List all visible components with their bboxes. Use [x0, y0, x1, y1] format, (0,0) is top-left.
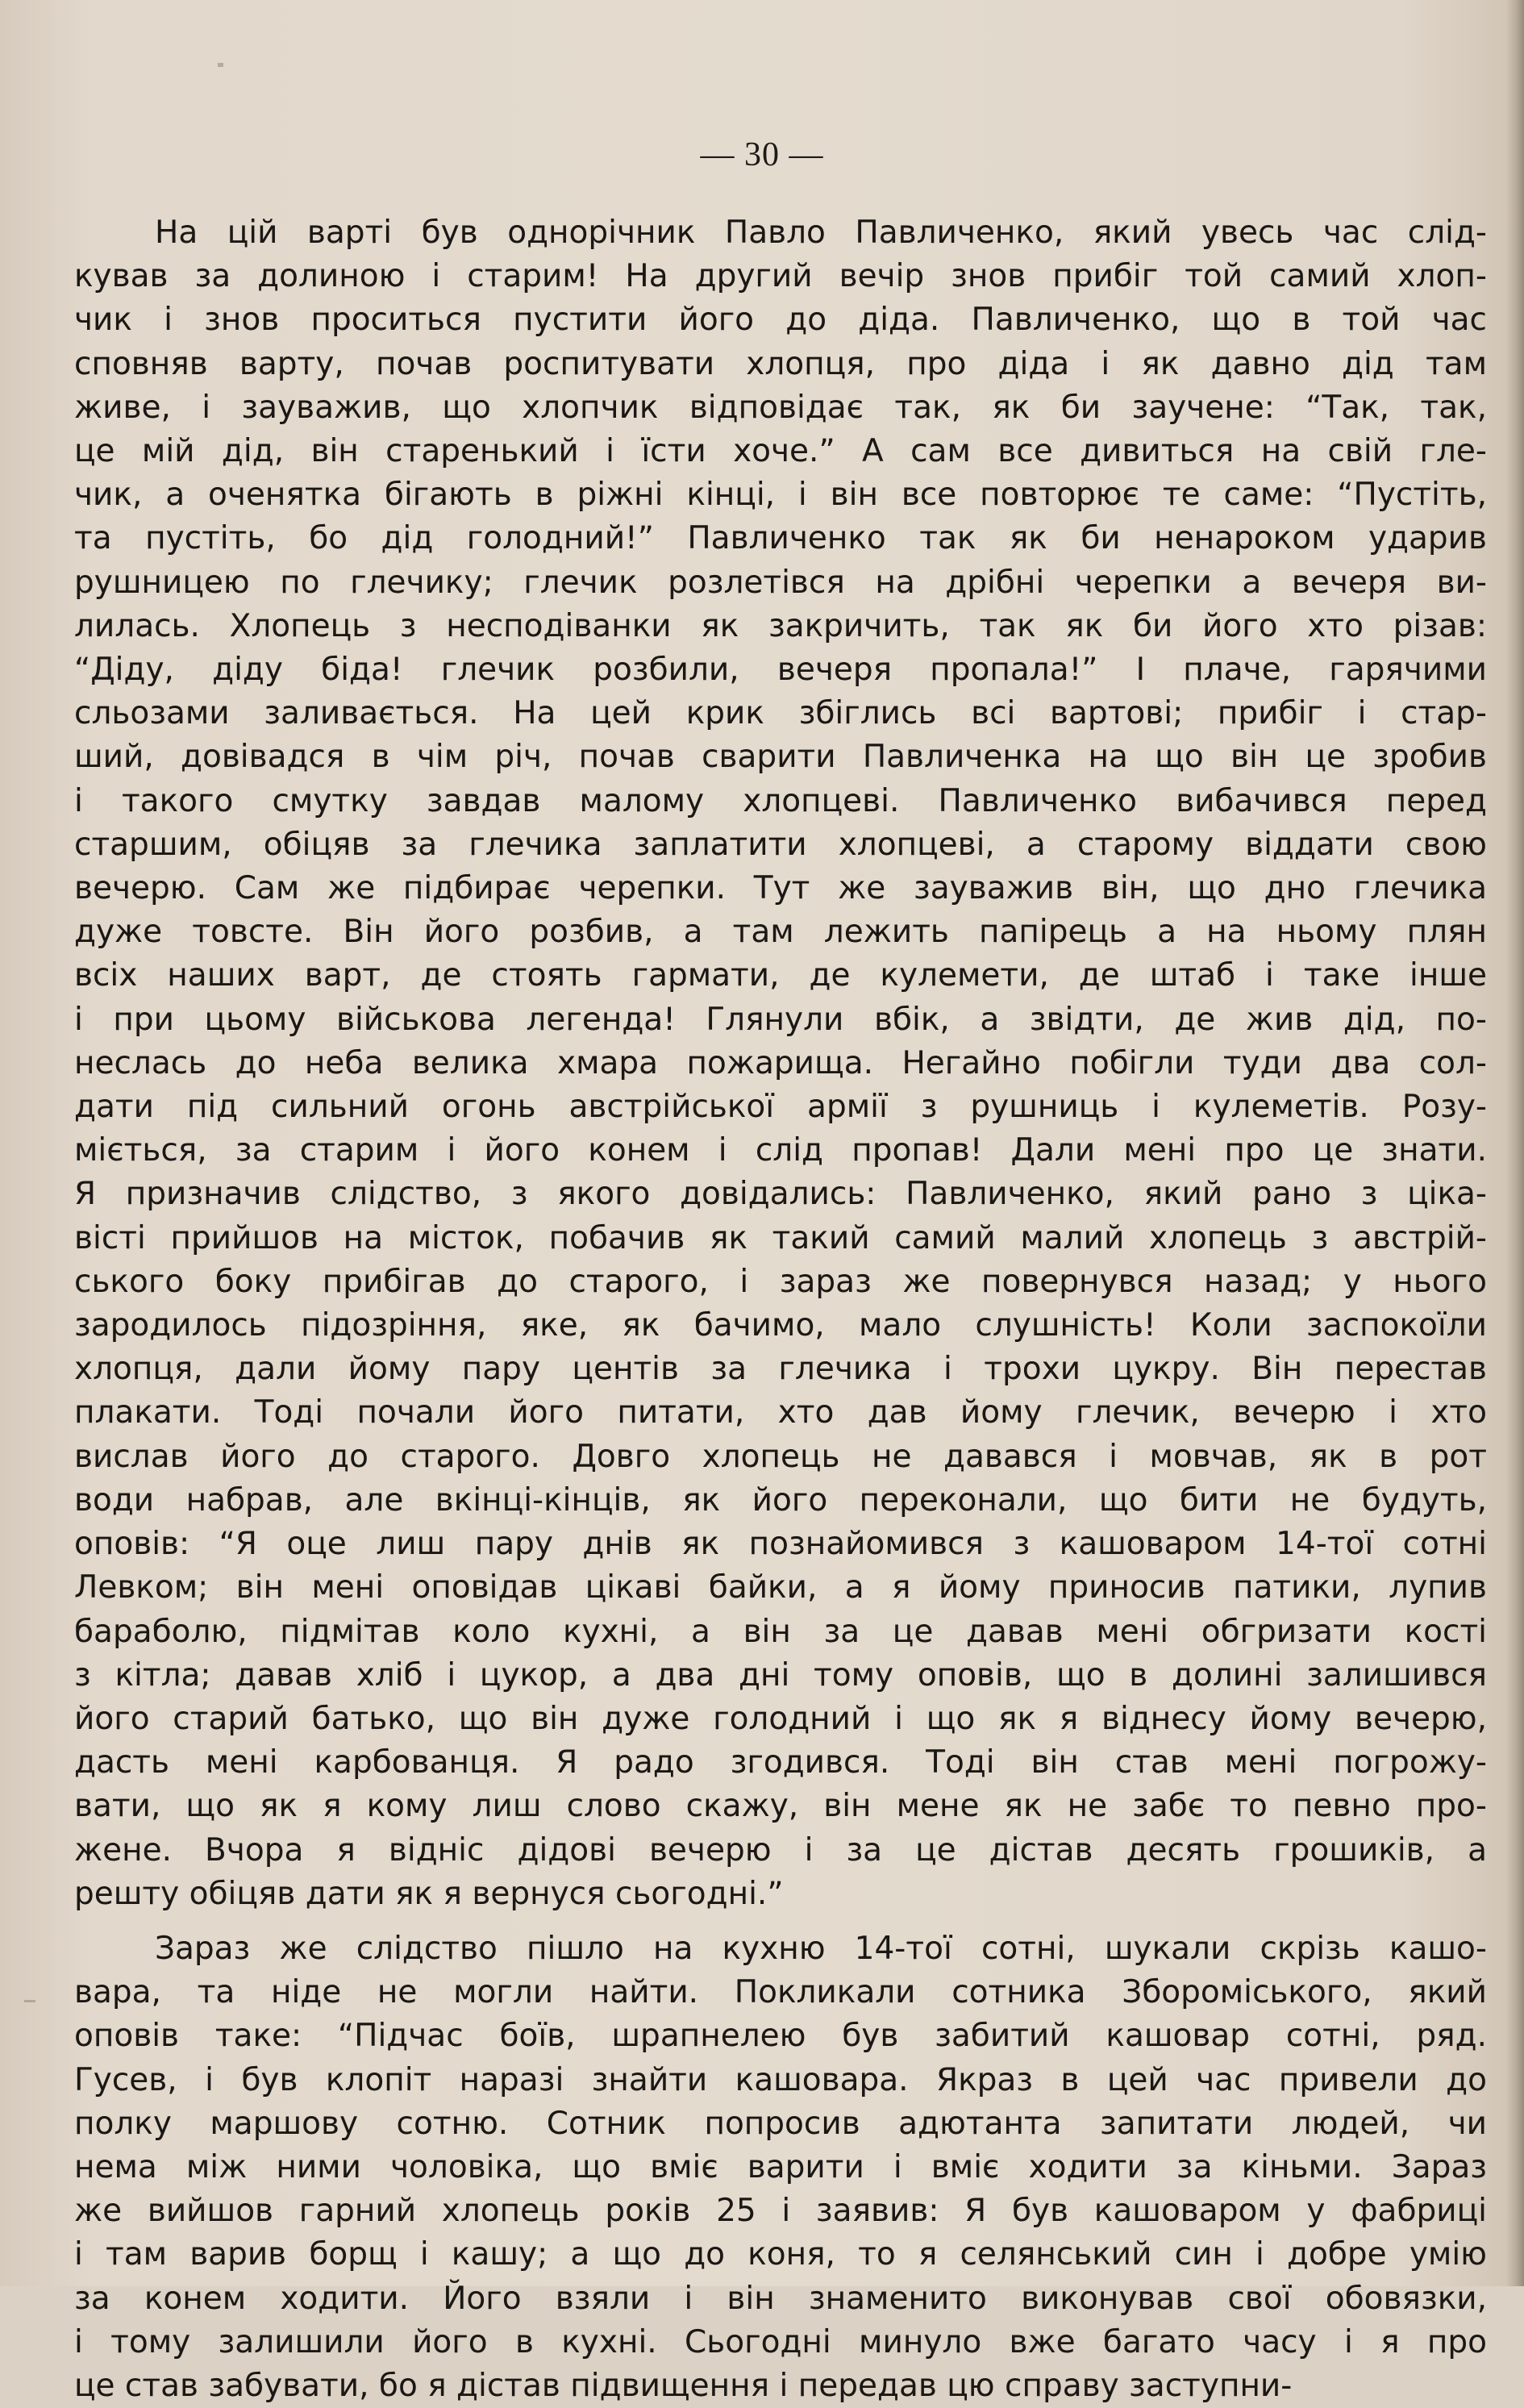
text-line: Зараз же слідство пішло на кухню 14-тої сотні, шукали скрізь кашо-: [155, 1930, 1487, 1967]
paragraph: [74, 1927, 1487, 2408]
text-line: плакати. Тоді почали його питати, хто дав йому глечик, вечерю і хто: [74, 1394, 1487, 1431]
text-line: вісті прийшов на місток, побачив як такий самий малий хлопець з австрій-: [74, 1219, 1487, 1256]
text-line: бараболю, підмітав коло кухні, а він за це давав мені обгризати кості: [74, 1613, 1487, 1650]
text-line: Гусев, і був клопіт наразі знайти кашовара. Якраз в цей час привели до: [74, 2061, 1487, 2098]
text-line: і такого смутку завдав малому хлопцеві. Павличенко вибачився перед: [74, 782, 1487, 819]
text-line: це став забувати, бо я дістав підвищення і передав цю справу заступни-: [74, 2367, 1293, 2404]
text-line: міється, за старим і його конем і слід пропав! Дали мені про це знати.: [74, 1132, 1487, 1169]
text-line: хлопця, дали йому пару центів за глечика і трохи цукру. Він перестав: [74, 1351, 1487, 1388]
text-line: це мій дід, він старенький і їсти хоче.” А сам все дивиться на свій гле-: [74, 433, 1487, 470]
text-line: ського боку прибігав до старого, і зараз же повернувся назад; у нього: [74, 1263, 1487, 1300]
text-line: дасть мені карбованця. Я радо згодився. Тоді він став мені погрожу-: [74, 1744, 1487, 1781]
text-line: з кітла; давав хліб і цукор, а два дні тому оповів, що в долині залишився: [74, 1656, 1487, 1694]
text-line: “Діду, діду біда! глечик розбили, вечеря пропала!” І плаче, гарячими: [74, 652, 1487, 689]
text-line: чик і знов проситься пустити його до діда. Павличенко, що в той час: [74, 302, 1487, 339]
text-line: лилась. Хлопець з несподіванки як закричить, так як би його хто різав:: [74, 607, 1487, 644]
text-line: оповів: “Я оце лиш пару днів як познайомився з кашоваром 14-тої сотні: [74, 1526, 1487, 1563]
text-line: сльозами заливається. На цей крик збіглись всі вартові; прибіг і стар-: [74, 695, 1487, 732]
text-line: оповів таке: “Підчас боїв, шрапнелею був забитий кашовар сотні, ряд.: [74, 2018, 1487, 2055]
margin-speck: [24, 2000, 35, 2002]
text-line: його старий батько, що він дуже голодний і що як я віднесу йому вечерю,: [74, 1700, 1487, 1737]
text-line: старшим, обіцяв за глечика заплатити хлопцеві, а старому віддати свою: [74, 826, 1487, 863]
text-line: вати, що як я кому лиш слово скажу, він мене як не забє то певно про-: [74, 1788, 1487, 1825]
body-text: [74, 211, 1487, 2408]
text-line: На цій варті був однорічник Павло Павличенко, який увесь час слід-: [155, 215, 1487, 251]
text-line: неслась до неба велика хмара пожарища. Негайно побігли туди два сол-: [74, 1044, 1487, 1081]
margin-speck: [218, 63, 223, 67]
text-line: і там варив борщ і кашу; а що до коня, то я селянський син і добре умію: [74, 2236, 1487, 2273]
text-line: полку маршову сотню. Сотник попросив адютанта запитати людей, чи: [74, 2105, 1487, 2142]
text-line: Я призначив слідство, з якого довідались: Павличенко, який рано з ціка-: [74, 1176, 1487, 1213]
text-line: чик, а оченятка бігають в ріжні кінці, і він все повторює те саме: “Пустіть,: [74, 477, 1487, 514]
text-line: вечерю. Сам же підбирає черепки. Тут же зауважив він, що дно глечика: [74, 870, 1487, 907]
text-line: Левком; він мені оповідав цікаві байки, а я йому приносив патики, лупив: [74, 1569, 1487, 1606]
text-line: дуже товсте. Він його розбив, а там лежить папірець а на ньому плян: [74, 914, 1487, 951]
text-line: жене. Вчора я відніс дідові вечерю і за це дістав десять грошиків, а: [74, 1831, 1487, 1868]
page-number: — 30 —: [700, 136, 824, 173]
text-line: рушницею по глечику; глечик розлетівся на дрібні черепки а вечеря ви-: [74, 564, 1487, 601]
text-line: сповняв варту, почав роспитувати хлопця, про діда і як давно дід там: [74, 345, 1487, 382]
text-line: дати під сильний огонь австрійської армії з рушниць і кулеметів. Розу-: [74, 1089, 1487, 1126]
text-line: живе, і зауважив, що хлопчик відповідає так, як би заучене: “Так, так,: [74, 389, 1487, 426]
text-line: і при цьому військова легенда! Глянули вбік, а звідти, де жив дід, по-: [74, 1001, 1487, 1038]
text-line: ший, довівадся в чім річ, почав сварити Павличенка на що він це зробив: [74, 739, 1487, 776]
text-line: кував за долиною і старим! На другий вечір знов прибіг той самий хлоп-: [74, 258, 1487, 295]
text-line: за конем ходити. Його взяли і він знаменито виконував свої обовязки,: [74, 2280, 1487, 2317]
paragraph: [74, 211, 1487, 1916]
page-spine-shadow: [1506, 0, 1524, 2286]
text-line: вара, та ніде не могли найти. Покликали сотника Збороміського, який: [74, 1974, 1487, 2011]
text-line: же вийшов гарний хлопець років 25 і заявив: Я був кашоваром у фабриці: [74, 2193, 1487, 2230]
text-line: решту обіцяв дати як я вернуся сьогодні.”: [74, 1875, 784, 1912]
text-line: та пустіть, бо дід голодний!” Павличенко так як би ненароком ударив: [74, 520, 1487, 557]
text-line: нема між ними чоловіка, що вміє варити і вміє ходити за кіньми. Зараз: [74, 2148, 1487, 2185]
text-line: і тому залишили його в кухні. Сьогодні минуло вже багато часу і я про: [74, 2323, 1487, 2360]
text-line: зародилось підозріння, яке, як бачимо, мало слушність! Коли заспокоїли: [74, 1307, 1487, 1344]
text-line: вислав його до старого. Довго хлопець не давався і мовчав, як в рот: [74, 1438, 1487, 1475]
text-line: всіх наших варт, де стоять гармати, де кулемети, де штаб і таке інше: [74, 957, 1487, 994]
text-line: води набрав, але вкінці-кінців, як його переконали, що бити не будуть,: [74, 1481, 1487, 1519]
